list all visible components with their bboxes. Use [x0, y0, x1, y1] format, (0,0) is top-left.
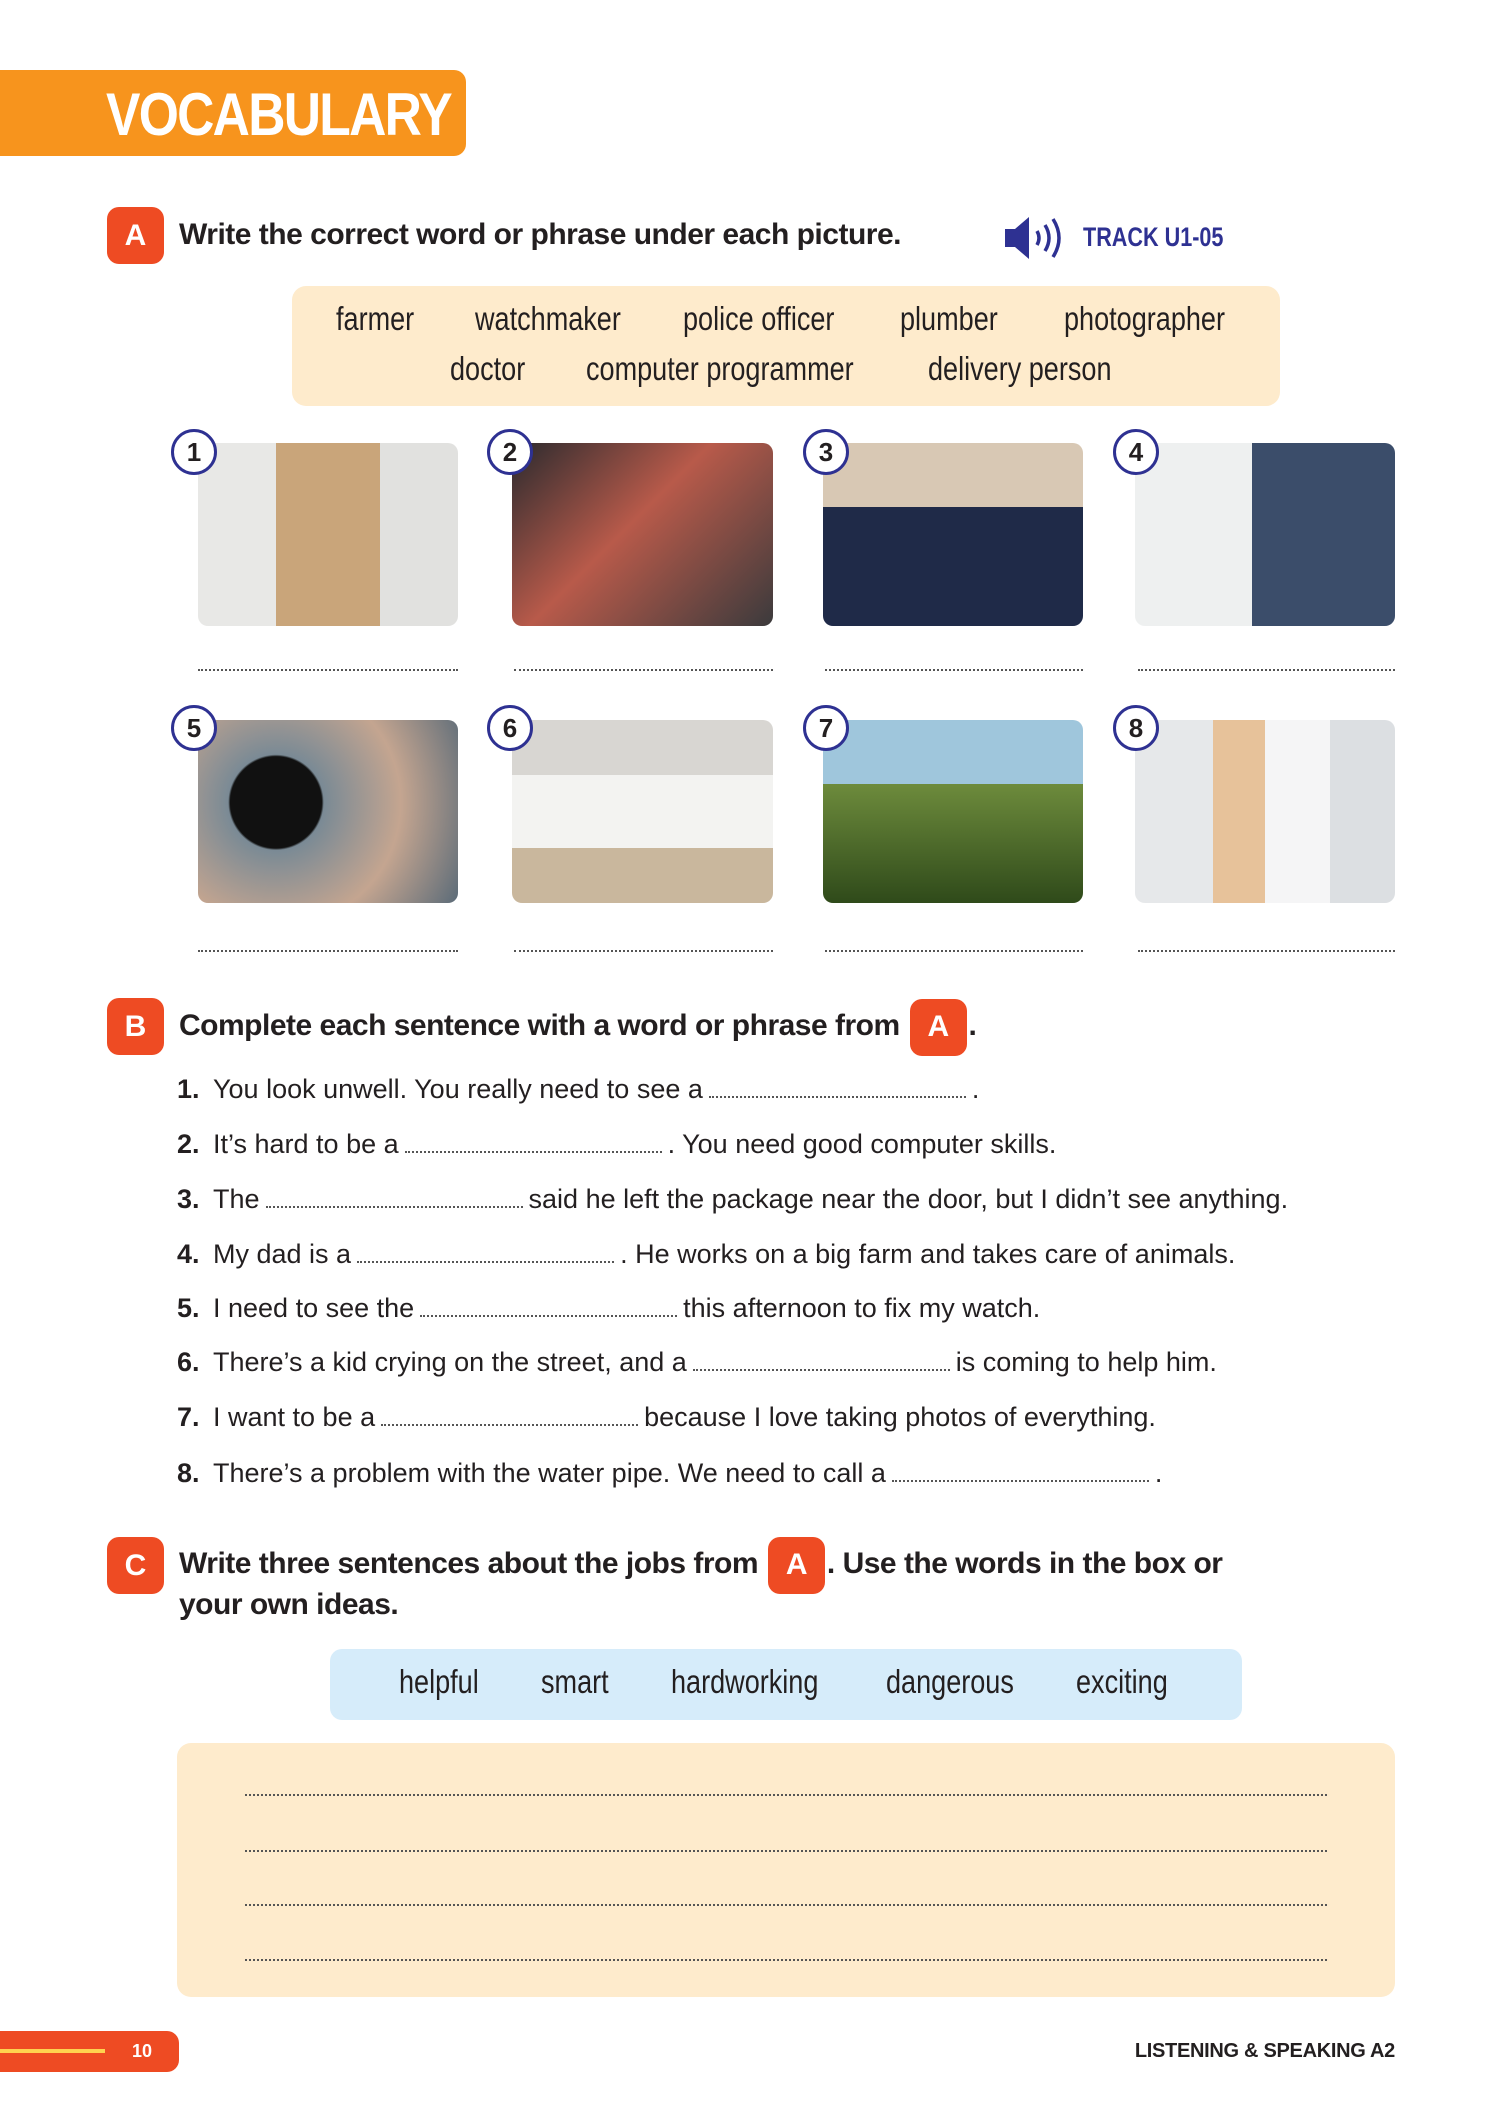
adjective: helpful: [399, 1663, 479, 1700]
period: .: [968, 1009, 977, 1042]
sentence-item: [177, 1293, 1040, 1324]
word: photographer: [1064, 300, 1225, 337]
answer-line-4[interactable]: [1138, 669, 1395, 671]
section-title: VOCABULARY: [106, 81, 451, 148]
section-c-badge: C: [107, 1537, 164, 1594]
sentence-blank[interactable]: [357, 1261, 614, 1263]
picture-computer-programmer: [1135, 443, 1395, 626]
sentence-number: 5.: [177, 1293, 200, 1323]
word: doctor: [450, 350, 526, 387]
answer-line-1[interactable]: [198, 669, 458, 671]
track-label[interactable]: TRACK U1-05: [1083, 222, 1224, 252]
section-a-instruction: Write the correct word or phrase under each picture.: [179, 218, 901, 251]
instruction-text: Write three sentences about the jobs from: [179, 1547, 759, 1580]
sentence-blank[interactable]: [892, 1480, 1149, 1482]
picture-number: 3: [803, 429, 849, 475]
word: computer programmer: [586, 350, 854, 387]
page-tab: [0, 2031, 179, 2072]
word-box: [292, 286, 1280, 406]
page-number: 10: [132, 2041, 153, 2061]
sentence-before: There’s a kid crying on the street, and a: [213, 1347, 687, 1377]
sentence-item: [177, 1074, 979, 1105]
sentence-blank[interactable]: [405, 1151, 662, 1153]
word: delivery person: [928, 350, 1112, 387]
picture-number: 6: [487, 705, 533, 751]
writing-line-2[interactable]: [245, 1850, 1327, 1852]
picture-number: 8: [1113, 705, 1159, 751]
sentence-after: . He works on a big farm and takes care of animals.: [620, 1239, 1236, 1269]
section-b-badge: B: [107, 998, 164, 1055]
ref-badge: A: [768, 1537, 825, 1594]
sentence-after: said he left the package near the door, but I didn’t see anything.: [528, 1184, 1289, 1214]
section-a-badge: A: [107, 207, 164, 264]
word: watchmaker: [475, 300, 621, 337]
sentence-item: [177, 1184, 1288, 1215]
section-c-instruction: [179, 1535, 1222, 1594]
answer-line-5[interactable]: [198, 950, 458, 952]
picture-number: 4: [1113, 429, 1159, 475]
answer-line-3[interactable]: [825, 669, 1083, 671]
word: police officer: [683, 300, 835, 337]
instruction-text: Complete each sentence with a word or phrase from: [179, 1009, 900, 1042]
picture-photographer: [198, 720, 458, 903]
sentence-number: 3.: [177, 1184, 200, 1214]
section-c-instruction-line2: your own ideas.: [179, 1588, 399, 1621]
picture-farmer: [823, 720, 1083, 903]
picture-number: 2: [487, 429, 533, 475]
picture-watchmaker: [512, 443, 773, 626]
sentence-after: .: [971, 1074, 980, 1104]
sentence-after: this afternoon to fix my watch.: [683, 1293, 1041, 1323]
sentence-number: 6.: [177, 1347, 200, 1377]
adjective: exciting: [1076, 1663, 1168, 1700]
adjective: dangerous: [886, 1663, 1014, 1700]
sentence-blank[interactable]: [266, 1206, 523, 1208]
sentence-number: 2.: [177, 1129, 200, 1159]
sentence-before: I want to be a: [213, 1402, 376, 1432]
sentence-blank[interactable]: [693, 1369, 950, 1371]
sentence-number: 7.: [177, 1402, 200, 1432]
sentence-blank[interactable]: [709, 1096, 966, 1098]
sentence-number: 1.: [177, 1074, 200, 1104]
answer-line-2[interactable]: [514, 669, 773, 671]
sentence-item: [177, 1347, 1217, 1378]
picture-plumber: [512, 720, 773, 903]
decorative-bar: [0, 2049, 105, 2053]
ref-badge: A: [910, 999, 967, 1056]
word: plumber: [900, 300, 998, 337]
adjective: hardworking: [671, 1663, 819, 1700]
picture-number: 7: [803, 705, 849, 751]
writing-line-3[interactable]: [245, 1904, 1327, 1906]
picture-number: 5: [171, 705, 217, 751]
sentence-item: [177, 1402, 1156, 1433]
sentence-before: You look unwell. You really need to see a: [213, 1074, 703, 1104]
answer-line-6[interactable]: [514, 950, 773, 952]
section-header: [0, 70, 466, 156]
sentence-blank[interactable]: [381, 1424, 638, 1426]
book-title: LISTENING & SPEAKING A2: [1134, 2040, 1395, 2062]
adjective: smart: [541, 1663, 609, 1700]
sentence-item: [177, 1458, 1162, 1489]
sentence-before: It’s hard to be a: [213, 1129, 399, 1159]
picture-police-officer: [823, 443, 1083, 626]
writing-line-4[interactable]: [245, 1959, 1327, 1961]
sentence-before: There’s a problem with the water pipe. We need to call a: [213, 1458, 886, 1488]
sentence-after: .: [1154, 1458, 1163, 1488]
sentence-blank[interactable]: [420, 1315, 677, 1317]
sentence-after: because I love taking photos of everything.: [644, 1402, 1156, 1432]
sentence-after: is coming to help him.: [955, 1347, 1217, 1377]
picture-doctor: [1135, 720, 1395, 903]
answer-line-8[interactable]: [1138, 950, 1395, 952]
section-b-instruction: [179, 997, 976, 1056]
sentence-number: 4.: [177, 1239, 200, 1269]
sentence-before: The: [213, 1184, 260, 1214]
sentence-before: I need to see the: [213, 1293, 415, 1323]
answer-line-7[interactable]: [825, 950, 1083, 952]
instruction-text: . Use the words in the box or: [826, 1547, 1223, 1580]
sentence-before: My dad is a: [213, 1239, 352, 1269]
speaker-icon[interactable]: [1003, 213, 1075, 263]
writing-line-1[interactable]: [245, 1794, 1327, 1796]
sentence-item: [177, 1129, 1056, 1160]
word: farmer: [336, 300, 415, 337]
sentence-after: . You need good computer skills.: [667, 1129, 1057, 1159]
picture-number: 1: [171, 429, 217, 475]
sentence-item: [177, 1239, 1235, 1270]
sentence-number: 8.: [177, 1458, 200, 1488]
picture-delivery-person: [198, 443, 458, 626]
